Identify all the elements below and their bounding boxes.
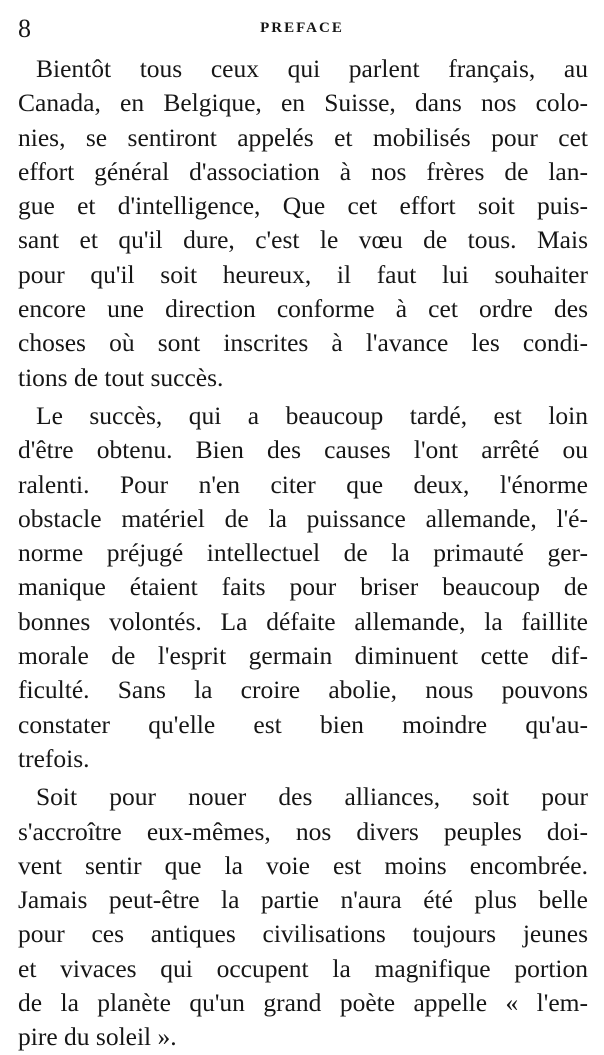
- text-line: nies, se sentiront appelés et mobilisés pour cet: [18, 122, 588, 152]
- text-line: effort général d'association à nos frères de lan-: [18, 156, 588, 186]
- text-line: trefois.: [18, 743, 90, 773]
- text-line: Le succès, qui a beaucoup tardé, est loin: [36, 400, 588, 430]
- text-line: norme préjugé intellectuel de la primauté ger-: [18, 538, 588, 568]
- text-line: choses où sont inscrites à l'avance les condi-: [18, 328, 588, 358]
- text-line: sant et qu'il dure, c'est le vœu de tous. Mais: [18, 225, 588, 255]
- text-line: Bientôt tous ceux qui parlent français, au: [36, 54, 588, 83]
- text-line: ficulté. Sans la croire abolie, nous pouvons: [18, 675, 588, 705]
- text-line: de la planète qu'un grand poète appelle « l'em-: [18, 988, 588, 1018]
- paragraph: [18, 52, 588, 395]
- running-head: PREFACE: [260, 20, 344, 36]
- text-line: Soit pour nouer des alliances, soit pour: [36, 782, 588, 812]
- text-line: Canada, en Belgique, en Suisse, dans nos colo-: [18, 88, 588, 118]
- text-line: d'être obtenu. Bien des causes l'ont arrêté ou: [18, 435, 588, 465]
- text-line: obstacle matériel de la puissance allemande, l'é-: [18, 503, 588, 533]
- text-line: Jamais peut-être la partie n'aura été plus belle: [18, 885, 588, 915]
- text-line: s'accroître eux-mêmes, nos divers peuples doi-: [18, 816, 588, 846]
- text-line: vent sentir que la voie est moins encombrée.: [18, 850, 588, 880]
- body-text: [18, 52, 588, 1055]
- text-line: morale de l'esprit germain diminuent cette dif-: [18, 641, 588, 671]
- text-line: constater qu'elle est bien moindre qu'au-: [18, 709, 588, 739]
- text-line: ralenti. Pour n'en citer que deux, l'énorme: [18, 469, 588, 499]
- text-line: et vivaces qui occupent la magnifique portion: [18, 953, 588, 983]
- text-line: bonnes volontés. La défaite allemande, la faillite: [18, 606, 588, 636]
- text-line: pour ces antiques civilisations toujours jeunes: [18, 919, 588, 949]
- page-header: [18, 12, 586, 46]
- text-line: tions de tout succès.: [18, 362, 224, 392]
- paragraph: [18, 780, 588, 1054]
- text-line: pire du soleil ».: [18, 1022, 177, 1052]
- text-line: encore une direction conforme à cet ordre des: [18, 294, 588, 324]
- page-number: 8: [18, 14, 31, 43]
- text-line: gue et d'intelligence, Que cet effort soit puis-: [18, 191, 588, 221]
- text-line: pour qu'il soit heureux, il faut lui souhaiter: [18, 259, 588, 289]
- text-line: manique étaient faits pour briser beaucoup de: [18, 572, 588, 602]
- paragraph: [18, 399, 588, 776]
